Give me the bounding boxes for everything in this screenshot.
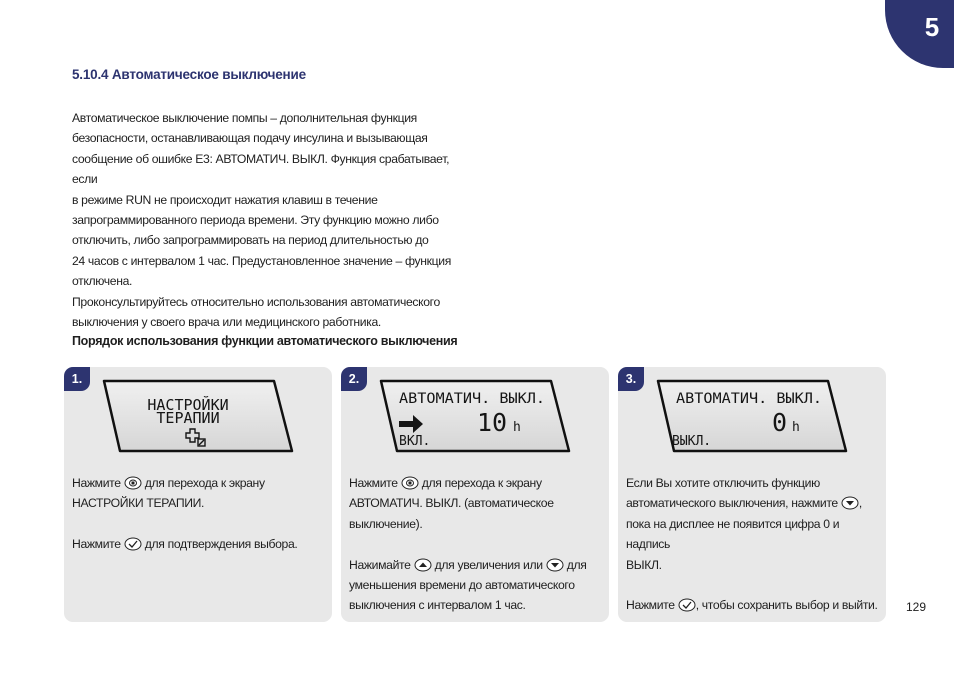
instruction-text: АВТОМАТИЧ. ВЫКЛ. (автоматическое — [349, 496, 554, 511]
instruction-text: для перехода к экрану — [141, 476, 265, 490]
down-key-icon — [546, 558, 564, 572]
intro-line: сообщение об ошибке E3: АВТОМАТИЧ. ВЫКЛ. Функция срабатывает, если — [72, 151, 450, 187]
instruction-text: Нажмите — [626, 598, 678, 613]
instruction-text: , чтобы сохранить выбор и выйти. — [695, 598, 878, 613]
ok-check-key-icon — [124, 537, 142, 551]
section-title: 5.10.4 Автоматическое выключение — [72, 67, 306, 82]
up-key-icon — [414, 558, 432, 572]
instruction-text: Нажимайте — [349, 557, 414, 572]
intro-line: запрограммированного периода времени. Эту функцию можно либо — [72, 213, 439, 228]
instruction-text: Нажмите — [349, 476, 401, 490]
intro-line: Автоматическое выключение помпы – дополнительная функция — [72, 111, 417, 125]
intro-line: отключить, либо запрограммировать на период длительностью до — [72, 233, 429, 248]
instruction-text: ВЫКЛ. — [626, 557, 662, 572]
display-title: АВТОМАТИЧ. ВЫКЛ. — [399, 391, 545, 407]
instruction-text: , — [858, 496, 862, 511]
instruction-text: НАСТРОЙКИ ТЕРАПИИ. — [72, 496, 205, 511]
display-unit: h — [792, 420, 800, 435]
intro-line: Проконсультируйтесь относительно использования автоматического — [72, 294, 440, 309]
procedure-title: Порядок использования функции автоматического выключения — [72, 334, 458, 348]
instruction-text: автоматического выключения, нажмите — [626, 496, 841, 511]
instruction-text: для — [563, 557, 587, 572]
instruction-text: для подтверждения выбора. — [141, 537, 298, 552]
intro-line: 24 часов с интервалом 1 час. Предустановленное значение – функция — [72, 253, 451, 268]
step-number-badge: 1. — [64, 367, 90, 391]
pump-display — [100, 379, 296, 455]
display-unit: h — [513, 420, 521, 435]
chapter-number: 5 — [924, 12, 940, 42]
menu-key-icon — [124, 476, 142, 490]
step-instructions — [349, 473, 604, 616]
instruction-text: уменьшения времени до автоматического — [349, 578, 575, 593]
instruction-text: выключение). — [349, 516, 423, 531]
display-value: 10 — [477, 408, 508, 437]
step-card-2 — [341, 367, 609, 622]
display-line-2: ТЕРАПИИ — [156, 409, 220, 427]
intro-line: безопасности, останавливающая подачу инсулина и вызывающая — [72, 131, 428, 146]
menu-key-icon — [401, 476, 419, 490]
page-number: 129 — [906, 600, 927, 614]
intro-text — [72, 108, 472, 332]
instruction-text: Если Вы хотите отключить функцию — [626, 476, 820, 490]
instruction-text: для увеличения или — [431, 557, 546, 572]
step-instructions — [72, 473, 327, 555]
step-card-3 — [618, 367, 886, 622]
instruction-text: пока на дисплее не появится цифра 0 и надпись — [626, 516, 840, 552]
down-key-icon — [841, 496, 859, 510]
pump-display — [377, 379, 573, 455]
pump-display — [654, 379, 850, 455]
step-number-badge: 2. — [341, 367, 367, 391]
instruction-text: выключения с интервалом 1 час. — [349, 598, 526, 613]
step-card-1 — [64, 367, 332, 622]
instruction-text: для перехода к экрану — [418, 476, 542, 490]
intro-line: отключена. — [72, 274, 133, 289]
intro-line: выключения у своего врача или медицинского работника. — [72, 315, 381, 330]
intro-line: в режиме RUN не происходит нажатия клавиш в течение — [72, 192, 378, 207]
instruction-text: Нажмите — [72, 476, 124, 490]
instruction-text: Нажмите — [72, 537, 124, 552]
display-value: 0 — [772, 408, 788, 437]
display-line-1: НАСТРОЙКИ — [147, 396, 229, 414]
step-number-badge: 3. — [618, 367, 644, 391]
display-state: ВЫКЛ. — [672, 434, 712, 449]
step-instructions — [626, 473, 881, 616]
ok-check-key-icon — [678, 598, 696, 612]
display-state: ВКЛ. — [399, 434, 431, 449]
display-title: АВТОМАТИЧ. ВЫКЛ. — [676, 391, 822, 407]
